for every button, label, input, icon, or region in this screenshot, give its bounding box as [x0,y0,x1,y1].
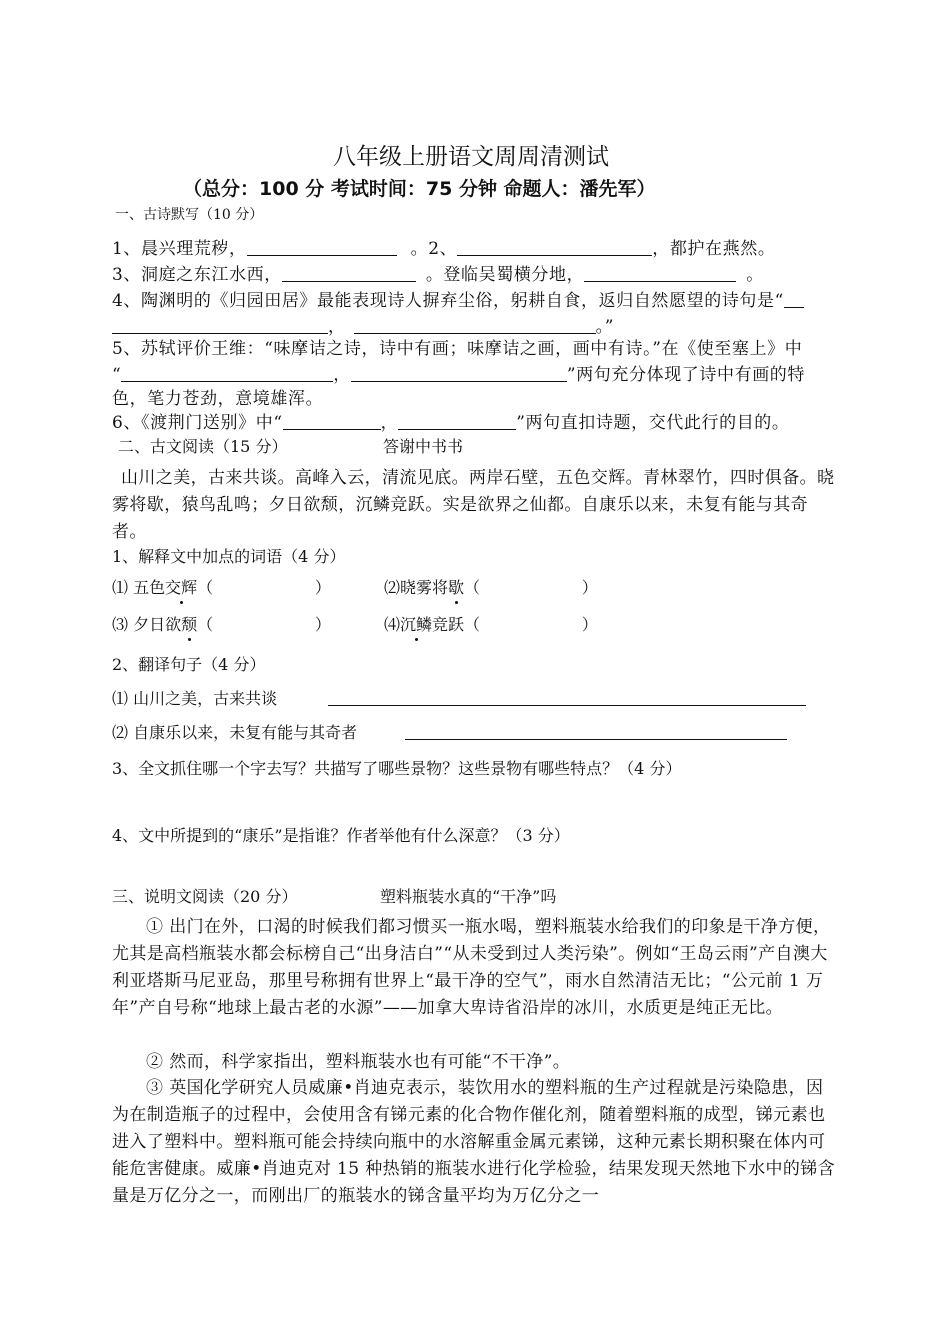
answer-blank [282,265,416,282]
word-prefix: ⑶ 夕日欲 [112,615,182,634]
question-5-continued [112,360,805,385]
question-2-2: 2、翻译句子（4 分） [112,655,266,674]
answer-line [405,739,787,740]
question-6 [112,408,790,433]
question-text: 。2、 [410,239,458,259]
word-prefix: ⑵晓雾将 [384,578,449,597]
question-2-4: 4、文中所提到的“康乐”是指谁？作者举他有什么深意？（3 分） [112,826,570,845]
passage-title: 答谢中书书 [383,437,464,456]
answer-blank [121,365,333,382]
question-text: 4、陶渊明的《归园田居》最能表现诗人摒弃尘俗，躬耕自食，返归自然愿望的诗句是“ [112,291,784,311]
question-3 [112,260,764,285]
question-text: ”两句直扣诗题，交代此行的目的。 [516,413,790,433]
dotted-word: 歇 [448,575,464,598]
question-2-1: 1、解释文中加点的词语（4 分） [112,547,346,566]
answer-blank [112,317,328,334]
answer-blank [354,317,596,334]
word-suffix: 竞跃 [432,615,465,634]
answer-paren: （ ） [464,578,598,597]
question-text: 3、洞庭之东江水西， [112,265,282,285]
answer-blank [398,413,516,430]
answer-blank [784,291,804,308]
word-item-2 [384,575,598,598]
answer-blank [584,265,736,282]
dotted-word: 交辉 [165,575,197,598]
section-heading-2: 二、古文阅读（15 分） [118,437,288,456]
paragraph-3: ③ 英国化学研究人员威廉•肖迪克表示，装饮用水的塑料瓶的生产过程就是污染隐患，因为在制造瓶子的过程中，会使用含有锑元素的化合物作催化剂，随着塑料瓶的成型，锑元素也进入了塑料中。塑料瓶可能会持续向瓶中的水溶解重金属元素锑，这种元素长期积聚在体内可能危害健康。威廉•肖迪克对 15 种热销的瓶装水进行化学检验，结果发现天然地下水中的锑含量是万亿分之一，而刚出厂的瓶装水的锑含量平均为万亿分之一 [112,1078,836,1206]
word-prefix: ⑴ 五色 [112,578,166,597]
translate-item-2: ⑵ 自康乐以来，未复有能与其奇者 [112,723,358,742]
answer-blank [457,239,652,256]
word-prefix: ⑷ [384,615,401,634]
answer-blank [247,239,397,256]
question-text: ”两句充分体现了诗中有画的特 [566,365,805,385]
question-text: 6、《渡荆门送别》中“ [112,413,283,433]
classical-passage: 山川之美，古来共谈。高峰入云，清流见底。两岸石壁，五色交辉。青林翠竹，四时俱备。晓雾将歇，猿鸟乱鸣；夕日欲颓，沉鳞竞跃。实是欲界之仙都。自康乐以来，未复有能与其奇者。 [112,468,835,542]
word-item-1 [112,575,331,598]
section-heading-1: 一、古诗默写（10 分） [115,207,264,223]
question-text: 。” [595,317,615,337]
question-text: ，都护在燕然。 [652,239,776,259]
question-text: ， [328,317,346,337]
question-text: ， [333,365,351,385]
question-text: 1、晨兴理荒秽， [112,239,247,259]
question-5-end: 色，笔力苍劲，意境雄浑。 [112,389,324,409]
answer-paren: （ ） [197,615,331,634]
question-text: 。 [746,265,764,285]
word-item-4 [384,612,598,635]
dotted-word: 颓 [181,612,197,635]
dotted-word: 沉鳞 [400,612,432,635]
paragraph-2: ② 然而，科学家指出，塑料瓶装水也有可能“不干净”。 [146,1052,571,1072]
question-5: 5、苏轼评价王维：“味摩诘之诗，诗中有画；味摩诘之画，画中有诗。”在《使至塞上》中 [112,339,803,359]
translate-item-1: ⑴ 山川之美，古来共谈 [112,689,278,708]
question-1 [112,234,775,259]
question-text: 。登临吴蜀横分地， [425,265,585,285]
answer-paren: （ ） [197,578,331,597]
section-heading-3: 三、说明文阅读（20 分） [112,887,298,906]
page-title: 八年级上册语文周周清测试 [333,144,609,170]
question-text: “ [112,365,122,385]
passage-title: 塑料瓶装水真的“干净”吗 [380,887,557,906]
question-text: ， [380,413,399,433]
word-item-3 [112,612,331,635]
question-4 [112,286,804,311]
paragraph-1: ① 出门在外，口渴的时候我们都习惯买一瓶水喝，塑料瓶装水给我们的印象是干净方便，尤其是高档瓶装水都会标榜自己“出身洁白”“从未受到过人类污染”。例如“王岛云雨”产自澳大利亚塔斯马尼亚岛，那里号称拥有世界上“最干净的空气”，雨水自然清洁无比；“公元前 1 万年”产自号称“地球上最古老的水源”——加拿大卑诗省沿岸的冰川，水质更是纯正无比。 [112,917,831,1018]
answer-blank [283,413,381,430]
exam-subtitle: （总分：100 分 考试时间：75 分钟 命题人：潘先军） [183,178,656,200]
answer-blank [351,365,567,382]
question-2-3: 3、全文抓住哪一个字去写？共描写了哪些景物？这些景物有哪些特点？（4 分） [112,759,682,778]
answer-paren: （ ） [464,615,598,634]
answer-line [328,705,806,706]
